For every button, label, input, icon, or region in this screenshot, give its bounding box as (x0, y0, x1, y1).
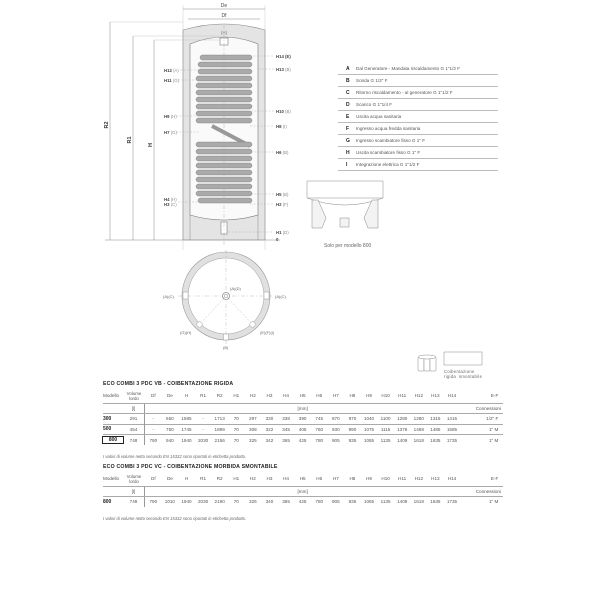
label-h9: H9 (H) (164, 114, 177, 119)
dim-r1-label: R1 (127, 136, 133, 144)
insulation-rigid-icon (418, 355, 436, 371)
table-vc: Modello Volume lordo Df De H R1 R2 H1 H2 H3 H4 H5 H6 H7 H8 H9 H10 H11 H12 H13 H14 E-F [l] [mm] Connessioni 800 748 790 1010 1940 2030 2190 70 325 340 365 425 780 905 935 1065 1135 1409 1618 1635 1735 1" M (103, 473, 501, 505)
label-h2: H2 (F) (276, 202, 289, 207)
dim-de-label: De (220, 3, 228, 9)
dim-h-label: H (148, 143, 154, 147)
legend-row-i: I Integrazione elettrica G 1"1/2 F (338, 159, 498, 171)
legend-row-b: B Sonda G 1/2" F (338, 75, 498, 87)
table-vc-title: ECO COMBI 3 PDC VC - COIBENTAZIONE MORBIDA SMONTABILE (103, 464, 278, 470)
plan-label-bottom: (B) (223, 345, 229, 350)
label-zero: 0 (276, 237, 279, 242)
legend-row-d: D Scarico G 1"1/4 F (338, 99, 498, 111)
dim-r2-label: R2 (104, 121, 110, 129)
connection-legend (338, 63, 498, 171)
top-connection-label: (A) (221, 30, 227, 35)
label-h10: H10 (B) (276, 109, 291, 114)
label-h7: H7 (G) (164, 130, 177, 135)
feet-caption: Solo per modello 800 (324, 243, 372, 249)
label-h11: H11 (G) (164, 78, 180, 83)
feet-detail-drawing (307, 181, 383, 228)
label-h1: H1 (D) (276, 230, 289, 235)
plan-label-right: (A)(C) (275, 294, 286, 299)
legend-row-h: H Uscita scambiatore fisso G 1" F (338, 147, 498, 159)
label-h6: H6 (B) (276, 150, 289, 155)
plan-label-bottom-right: (E)(F)(I) (260, 330, 275, 335)
dim-df-label: Df (221, 13, 227, 19)
insulation-label: Coibentazione rigida smontabile (444, 369, 483, 379)
plan-label-left: (A)(C) (163, 294, 174, 299)
table-row: 800 748 790 940 1940 2030 2156 70 325 342 365 425 780 905 935 1065 1135 1409 1618 1635 1735 1" M (103, 435, 503, 445)
label-h8: H8 (I) (276, 124, 287, 129)
label-h5: H5 (B) (276, 192, 289, 197)
table-row: 500 454 - 750 1745 - 1899 70 308 322 345 405 760 930 990 1075 1115 1376 1468 1485 1585 1" M (103, 426, 499, 433)
label-h12: H12 (A) (164, 68, 179, 73)
label-h14: H14 (E) (276, 54, 291, 59)
label-h3: H3 (C) (164, 202, 177, 207)
legend-row-c: C Ritorno riscaldamento - al generatore G 1"1/2 F (338, 87, 498, 99)
label-h13: H13 (B) (276, 67, 291, 72)
insulation-soft-icon (444, 352, 482, 365)
legend-row-f: F Ingresso acqua fredda sanitaria (338, 123, 498, 135)
legend-row-a: A Dal Generatore - Mandata riscaldamento G 1"1/2 F (338, 63, 498, 75)
table-row: 300 291 - 650 1585 - 1713 70 297 330 338 390 745 870 970 1040 1100 1280 1280 1315 1415 1/2" F (103, 415, 499, 422)
table-vb: Modello Volume lordo Df De H R1 R2 H1 H2 H3 H4 H5 H6 H7 H8 H9 H10 H11 H12 H13 H14 E-F [l] [mm] Connessioni 300 291 - 650 1585 - 1713 70 297 330 338 390 745 870 970 1040 1100 1280 1280 1315 1415 1/2" F 500 454 - 750 1745 - 1899 70 308 322 345 405 760 930 990 1075 1115 1376 1468 1485 1585 1" M 800 748 790 940 1940 2030 2156 70 325 342 365 425 780 905 935 1065 1135 1409 1618 1635 1735 1" M (103, 390, 501, 444)
label-h4: H4 (H) (164, 197, 177, 202)
legend-row-g: G Ingresso scambiatore fisso G 1" F (338, 135, 498, 147)
table-vb-note: I valori di volume netto secondo EN 15332 sono riportati in etichetta prodotto. (103, 454, 247, 459)
plan-label-center: (A)(D) (230, 286, 241, 291)
table-vc-note: I valori di volume netto secondo EN 15332 sono riportati in etichetta prodotto. (103, 516, 247, 521)
plan-label-bottom-left: (G)(H) (180, 330, 192, 335)
table-vb-title: ECO COMBI 3 PDC VB - COIBENTAZIONE RIGIDA (103, 381, 234, 387)
legend-row-e: E Uscita acqua sanitaria (338, 111, 498, 123)
table-row: 800 748 790 1010 1940 2030 2190 70 325 340 365 425 780 905 935 1065 1135 1409 1618 1635 1735 1" M (103, 498, 499, 505)
